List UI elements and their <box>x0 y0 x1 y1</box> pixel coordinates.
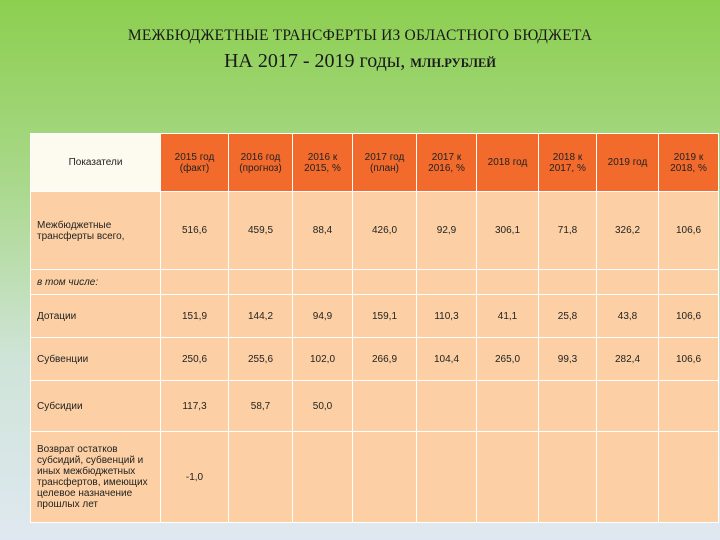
table-cell: 106,6 <box>659 295 719 338</box>
table-cell: 25,8 <box>539 295 597 338</box>
table-cell: 110,3 <box>417 295 477 338</box>
table-cell <box>417 381 477 432</box>
header-indicators: Показатели <box>31 134 161 192</box>
title-years: НА 2017 - 2019 годы, <box>223 50 406 72</box>
row-label: Возврат остатков субсидий, субвенций и иных межбюджетных трансфертов, имеющих целевое назначение прошлых лет <box>31 432 161 523</box>
table-cell: 94,9 <box>293 295 353 338</box>
table-cell: 516,6 <box>161 192 229 270</box>
header-2016-vs-2015: 2016 к 2015, % <box>293 134 353 192</box>
table-cell <box>293 270 353 295</box>
header-2019: 2019 год <box>597 134 659 192</box>
table-cell <box>597 381 659 432</box>
table-cell: 106,6 <box>659 192 719 270</box>
table-cell <box>161 270 229 295</box>
table-row <box>31 270 719 295</box>
table-row <box>31 381 719 432</box>
table-row <box>31 338 719 381</box>
transfers-table <box>30 133 719 523</box>
header-2017: 2017 год (план) <box>353 134 417 192</box>
table-cell: 58,7 <box>229 381 293 432</box>
table-row <box>31 295 719 338</box>
table-cell <box>293 432 353 523</box>
table-cell <box>477 270 539 295</box>
table-cell: -1,0 <box>161 432 229 523</box>
table-cell <box>477 432 539 523</box>
table-cell: 282,4 <box>597 338 659 381</box>
header-2019-vs-2018: 2019 к 2018, % <box>659 134 719 192</box>
table-cell <box>353 432 417 523</box>
table-cell <box>597 270 659 295</box>
table-cell: 106,6 <box>659 338 719 381</box>
table-cell: 255,6 <box>229 338 293 381</box>
table-cell <box>539 270 597 295</box>
header-2015: 2015 год (факт) <box>161 134 229 192</box>
table-cell <box>477 381 539 432</box>
table-cell <box>659 432 719 523</box>
table-cell: 88,4 <box>293 192 353 270</box>
table-cell: 41,1 <box>477 295 539 338</box>
table-cell <box>539 381 597 432</box>
header-2018: 2018 год <box>477 134 539 192</box>
table-cell <box>353 381 417 432</box>
row-label: в том числе: <box>31 270 161 295</box>
table-cell <box>353 270 417 295</box>
header-2016: 2016 год (прогноз) <box>229 134 293 192</box>
table-cell: 117,3 <box>161 381 229 432</box>
table-cell: 99,3 <box>539 338 597 381</box>
table-cell: 306,1 <box>477 192 539 270</box>
table-cell <box>417 432 477 523</box>
row-label: Субсидии <box>31 381 161 432</box>
table-cell <box>229 432 293 523</box>
table-cell: 266,9 <box>353 338 417 381</box>
row-label: Субвенции <box>31 338 161 381</box>
table-cell: 459,5 <box>229 192 293 270</box>
table-cell <box>229 270 293 295</box>
table-cell: 151,9 <box>161 295 229 338</box>
table-cell: 250,6 <box>161 338 229 381</box>
table-cell: 50,0 <box>293 381 353 432</box>
table-cell: 104,4 <box>417 338 477 381</box>
table-cell: 92,9 <box>417 192 477 270</box>
title-unit: МЛН.РУБЛЕЙ <box>410 56 497 70</box>
table-cell: 43,8 <box>597 295 659 338</box>
table-cell <box>659 381 719 432</box>
table-cell <box>597 432 659 523</box>
table-row <box>31 192 719 270</box>
table-cell <box>539 432 597 523</box>
table-cell: 326,2 <box>597 192 659 270</box>
title-line-2 <box>0 50 720 73</box>
table-cell: 265,0 <box>477 338 539 381</box>
table-cell: 144,2 <box>229 295 293 338</box>
header-2018-vs-2017: 2018 к 2017, % <box>539 134 597 192</box>
table-cell <box>659 270 719 295</box>
header-2017-vs-2016: 2017 к 2016, % <box>417 134 477 192</box>
row-label: Межбюджетные трансферты всего, <box>31 192 161 270</box>
table-row <box>31 432 719 523</box>
header-row <box>31 134 719 192</box>
table-cell: 102,0 <box>293 338 353 381</box>
title-line-1: МЕЖБЮДЖЕТНЫЕ ТРАНСФЕРТЫ ИЗ ОБЛАСТНОГО БЮДЖЕТА <box>127 27 593 44</box>
row-label: Дотации <box>31 295 161 338</box>
table-cell: 159,1 <box>353 295 417 338</box>
table-cell <box>417 270 477 295</box>
table-cell: 426,0 <box>353 192 417 270</box>
table-cell: 71,8 <box>539 192 597 270</box>
